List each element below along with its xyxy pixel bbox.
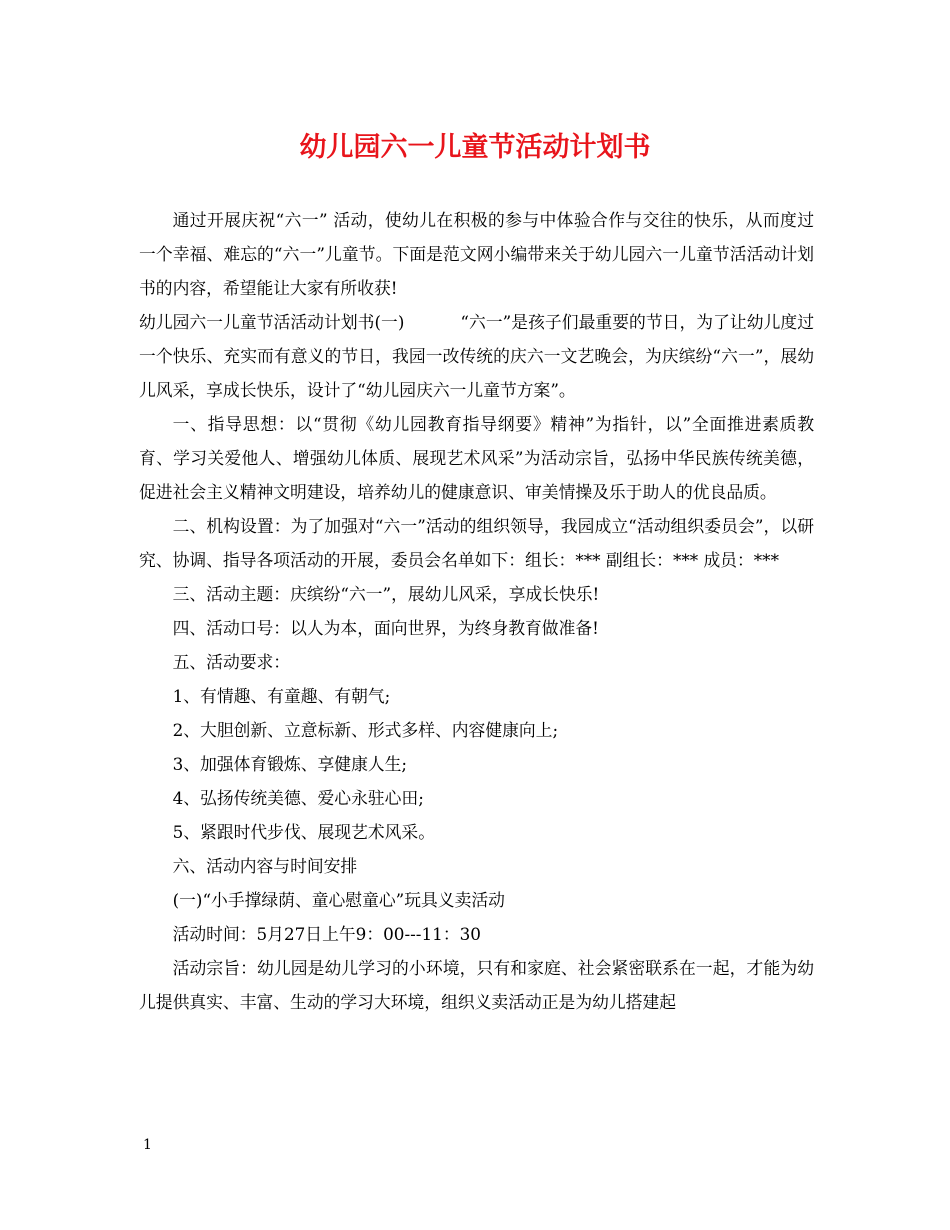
document-body	[139, 203, 814, 1019]
list-item: 5、紧跟时代步伐、展现艺术风采。	[172, 822, 435, 842]
paragraph-schedule-heading: 六、活动内容与时间安排	[172, 856, 358, 876]
paragraph-activity-one: (一)“小手撑绿荫、童心慰童心”玩具义卖活动	[172, 890, 505, 910]
plan-heading: 幼儿园六一儿童节活活动计划书(一)	[139, 312, 405, 332]
paragraph-slogan: 四、活动口号：以人为本，面向世界，为终身教育做准备!	[172, 618, 599, 638]
list-item: 3、加强体育锻炼、享健康人生;	[172, 754, 408, 774]
list-item: 1、有情趣、有童趣、有朝气;	[172, 686, 391, 706]
paragraph-guiding-thought: 一、指导思想：以“贯彻《幼儿园教育指导纲要》精神”为指针，以”全面推进素质教育、学习关爱他人、增强幼儿体质、展现艺术风采”为活动宗旨，弘扬中华民族传统美德，促进社会主义精神文明建设，培养幼儿的健康意识、审美情操及乐于助人的优良品质。	[139, 414, 814, 502]
document-title: 幼儿园六一儿童节活动计划书	[299, 132, 651, 163]
paragraph-theme: 三、活动主题：庆缤纷“六一”，展幼儿风采，享成长快乐!	[172, 584, 600, 604]
list-item: 2、大胆创新、立意标新、形式多样、内容健康向上;	[172, 720, 559, 740]
plan-intro: “六一”是孩子们最重要的节日，为了让幼儿度过一个快乐、充实而有意义的节日，我园一改传统的庆六一文艺晚会，为庆缤纷“六一”，展幼儿风采，享成长快乐，设计了“幼儿园庆六一儿童节方案”。	[139, 312, 814, 400]
paragraph-requirements: 五、活动要求：	[172, 652, 291, 672]
paragraph-intro: 通过开展庆祝“六一” 活动，使幼儿在积极的参与中体验合作与交往的快乐，从而度过一个幸福、难忘的“六一”儿童节。下面是范文网小编带来关于幼儿园六一儿童节活活动计划书的内容，希望能让大家有所收获!	[139, 210, 814, 298]
list-item: 4、弘扬传统美德、爱心永驻心田;	[172, 788, 424, 808]
page-number: 1	[143, 1137, 152, 1153]
paragraph-activity-purpose: 活动宗旨：幼儿园是幼儿学习的小环境，只有和家庭、社会紧密联系在一起，才能为幼儿提供真实、丰富、生动的学习大环境，组织义卖活动正是为幼儿搭建起	[139, 958, 814, 1012]
paragraph-plan-one	[139, 305, 814, 407]
paragraph-activity-time: 活动时间：5月27日上午9：00---11：30	[172, 924, 481, 944]
paragraph-organization: 二、机构设置：为了加强对“六一”活动的组织领导，我园成立“活动组织委员会”，以研究、协调、指导各项活动的开展，委员会名单如下：组长：*** 副组长：*** 成员：***	[139, 516, 814, 570]
